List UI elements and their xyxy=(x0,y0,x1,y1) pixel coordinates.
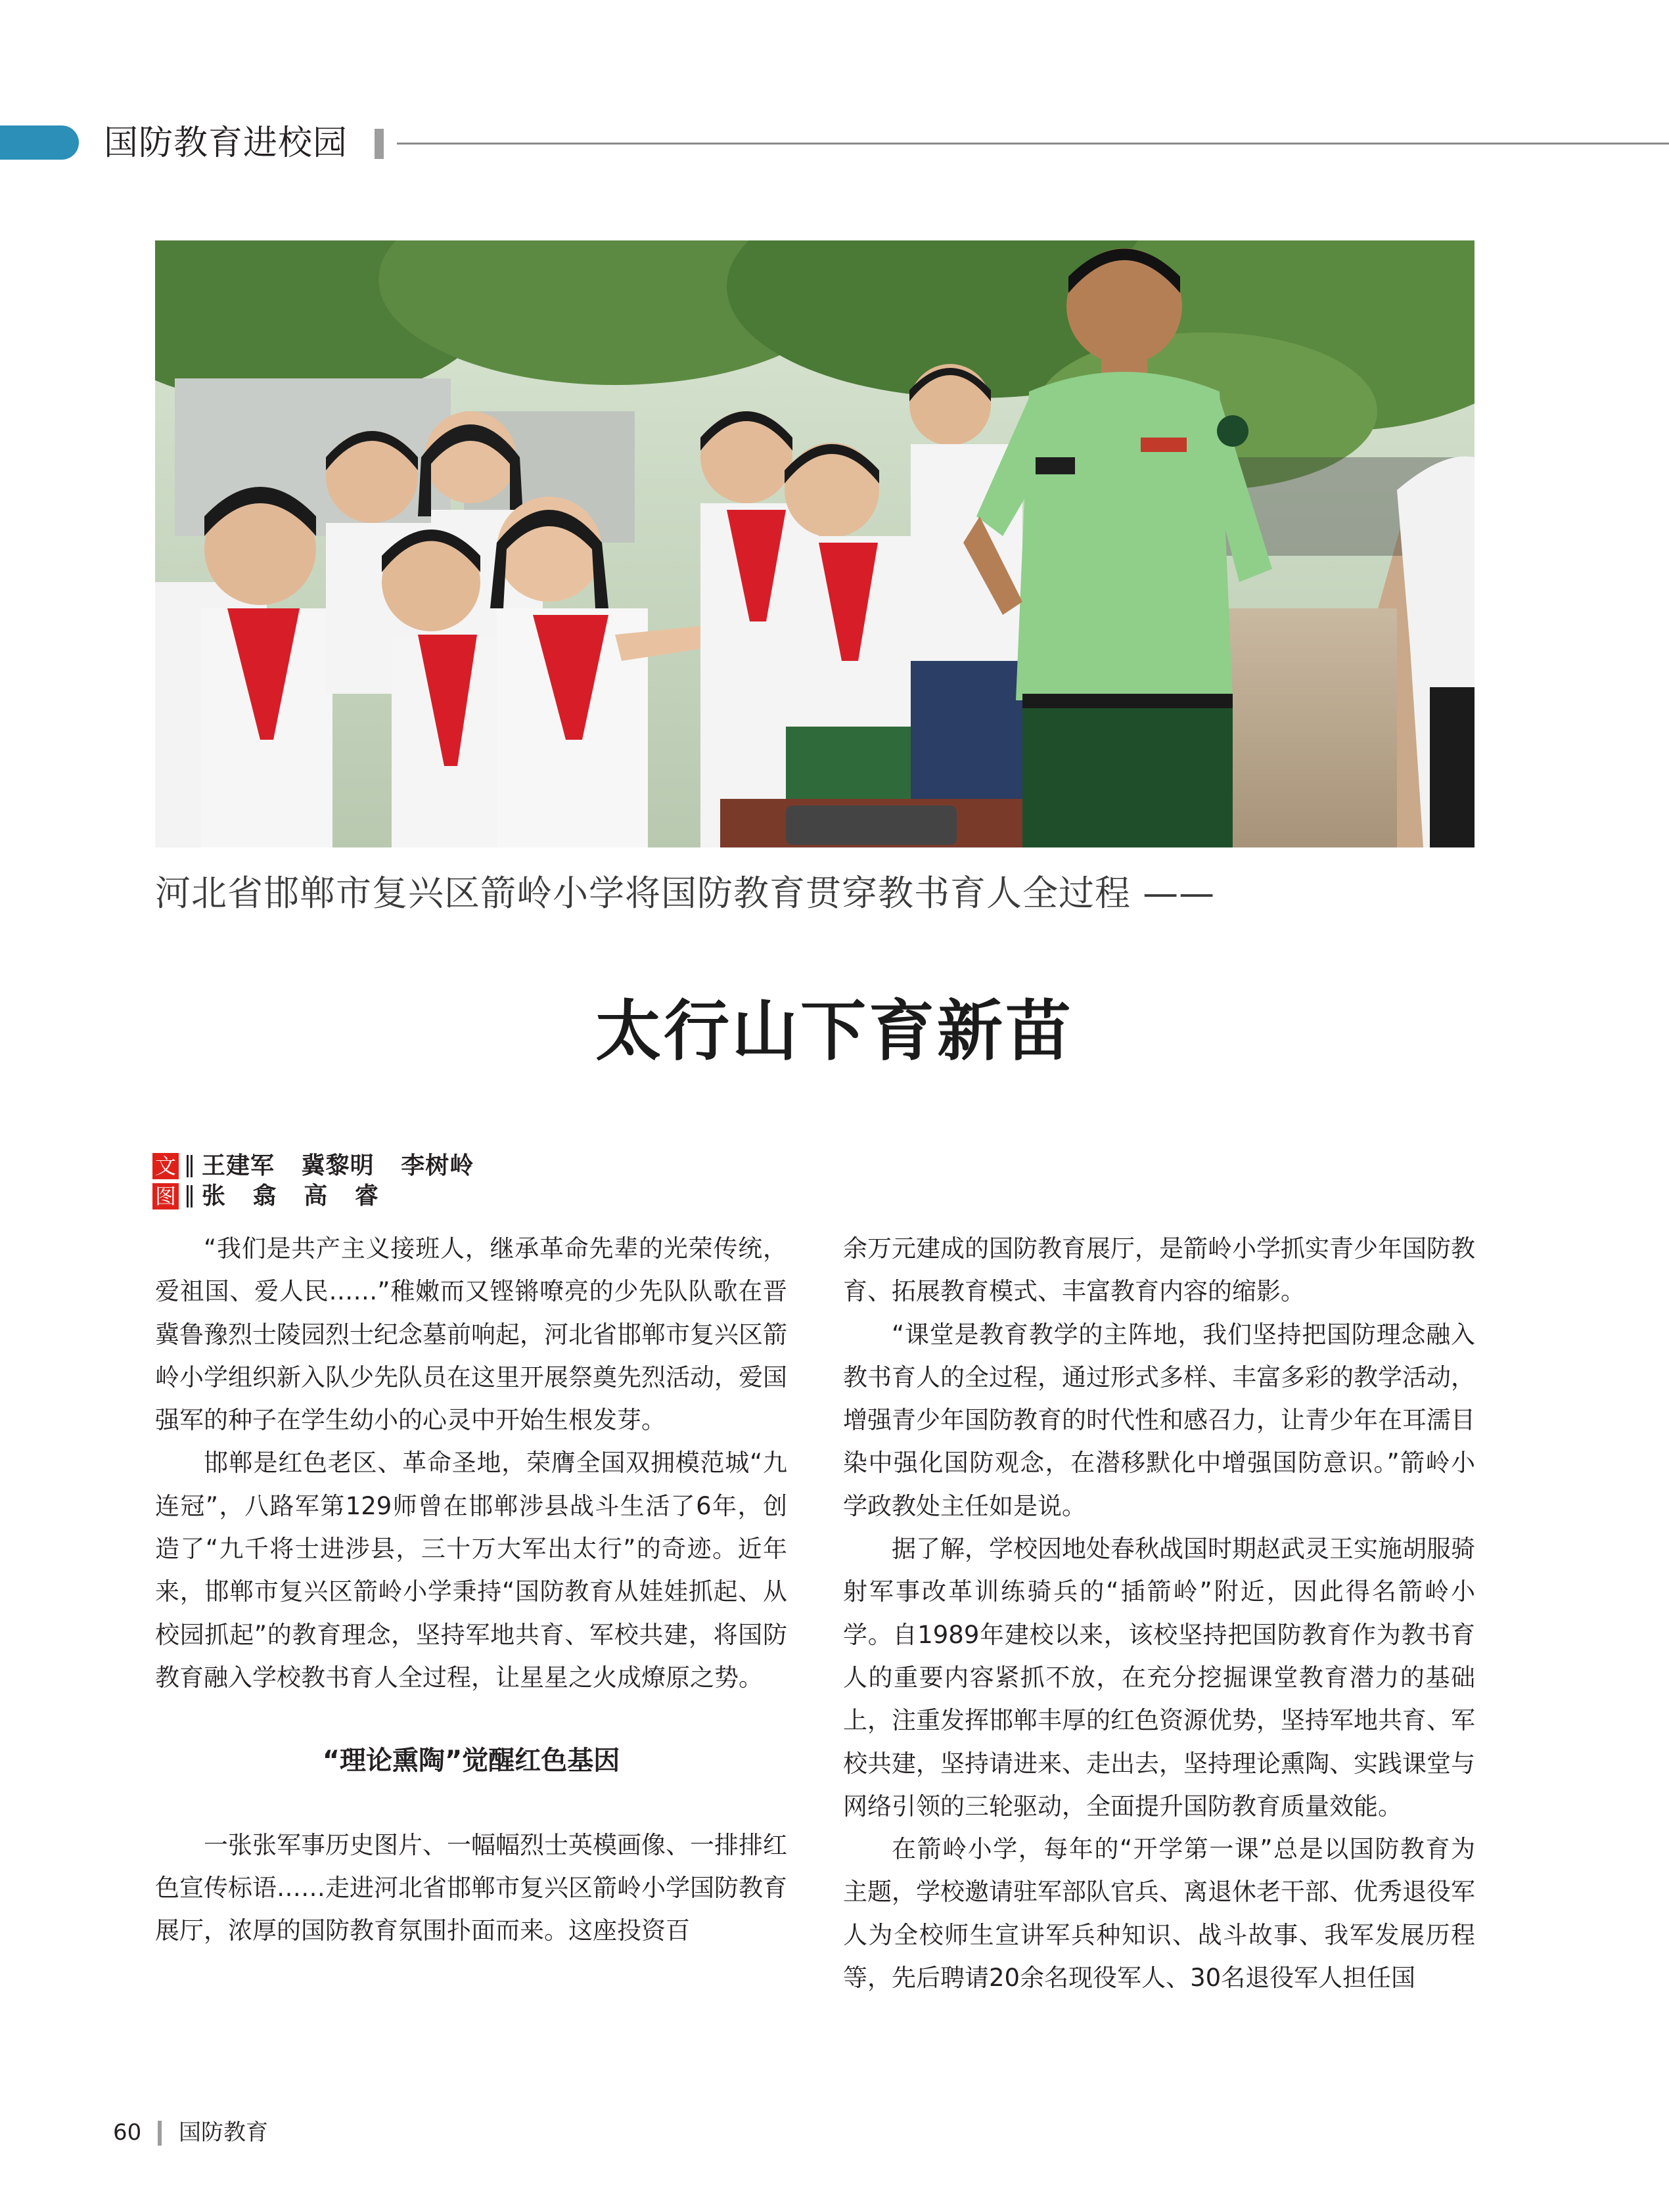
section-title: 国防教育进校园 xyxy=(104,124,348,163)
section-title-bar xyxy=(375,129,384,159)
magazine-name: 国防教育 xyxy=(179,2119,268,2146)
byline-separator xyxy=(187,1155,193,1177)
paragraph: “我们是共产主义接班人，继承革命先辈的光荣传统，爱祖国、爱人民……”稚嫩而又铿锵嘹亮的少先队队歌在晋冀鲁豫烈士陵园烈士纪念墓前响起，河北省邯郸市复兴区箭岭小学组织新入队少先队员在这里开展祭奠先烈活动，爱国强军的种子在学生幼小的心灵中开始生根发芽。 xyxy=(155,1234,787,1435)
byline-text-tag: 文 xyxy=(152,1153,179,1179)
page-number: 60 xyxy=(113,2119,142,2146)
right-column xyxy=(843,1227,1475,1999)
paragraph: 据了解，学校因地处春秋战国时期赵武灵王实施胡服骑射军事改革训练骑兵的“插箭岭”附近，因此得名箭岭小学。自1989年建校以来，该校坚持把国防教育作为教书育人的重要内容紧抓不放，在充分挖掘课堂教育潜力的基础上，注重发挥邯郸丰厚的红色资源优势，坚持军地共育、军校共建，坚持请进来、走出去，坚持理论熏陶、实践课堂与网络引领的三轮驱动，全面提升国防教育质量效能。 xyxy=(843,1535,1475,1820)
byline-photo-authors: 张 翕 高 睿 xyxy=(202,1183,379,1209)
lead-photo xyxy=(155,240,1475,847)
left-column xyxy=(155,1227,787,1952)
section-subhead: “理论熏陶”觉醒红色基因 xyxy=(322,1746,620,1776)
byline xyxy=(152,1151,474,1211)
paragraph: 在箭岭小学，每年的“开学第一课”总是以国防教育为主题，学校邀请驻军部队官兵、离退休老干部、优秀退役军人为全校师生宣讲军兵种知识、战斗故事、我军发展历程等，先后聘请20余名现役军人、30名退役军人担任国 xyxy=(843,1835,1475,1993)
paragraph: 一张张军事历史图片、一幅幅烈士英模画像、一排排红色宣传标语……走进河北省邯郸市复兴区箭岭小学国防教育展厅，浓厚的国防教育氛围扑面而来。这座投资百 xyxy=(155,1830,787,1945)
paragraph: “课堂是教育教学的主阵地，我们坚持把国防理念融入教书育人的全过程，通过形式多样、丰富多彩的教学活动，增强青少年国防教育的时代性和感召力，让青少年在耳濡目染中强化国防观念，在潜移默化中增强国防意识。”箭岭小学政教处主任如是说。 xyxy=(843,1320,1475,1520)
paragraph: 余万元建成的国防教育展厅，是箭岭小学抓实青少年国防教育、拓展教育模式、丰富教育内容的缩影。 xyxy=(843,1234,1475,1306)
byline-text-row xyxy=(152,1151,474,1181)
footer-divider xyxy=(158,2121,162,2146)
header-tab-marker xyxy=(0,125,79,160)
byline-photo-row xyxy=(152,1181,474,1211)
byline-photo-tag: 图 xyxy=(152,1183,179,1209)
header-rule xyxy=(397,143,1669,145)
article-subtitle: 河北省邯郸市复兴区箭岭小学将国防教育贯穿教书育人全过程 —— xyxy=(155,872,1216,914)
byline-separator xyxy=(187,1185,193,1208)
paragraph: 邯郸是红色老区、革命圣地，荣膺全国双拥模范城“九连冠”，八路军第129师曾在邯郸涉县战斗生活了6年，创造了“九千将士进涉县，三十万大军出太行”的奇迹。近年来，邯郸市复兴区箭岭小学秉持“国防教育从娃娃抓起、从校园抓起”的教育理念，坚持军地共育、军校共建，将国防教育融入学校教书育人全过程，让星星之火成燎原之势。 xyxy=(155,1449,787,1692)
byline-text-authors: 王建军 冀黎明 李树岭 xyxy=(202,1152,474,1179)
photo-soldier-teaching-students-icon xyxy=(155,240,1475,847)
article-title: 太行山下育新苗 xyxy=(595,993,1074,1070)
